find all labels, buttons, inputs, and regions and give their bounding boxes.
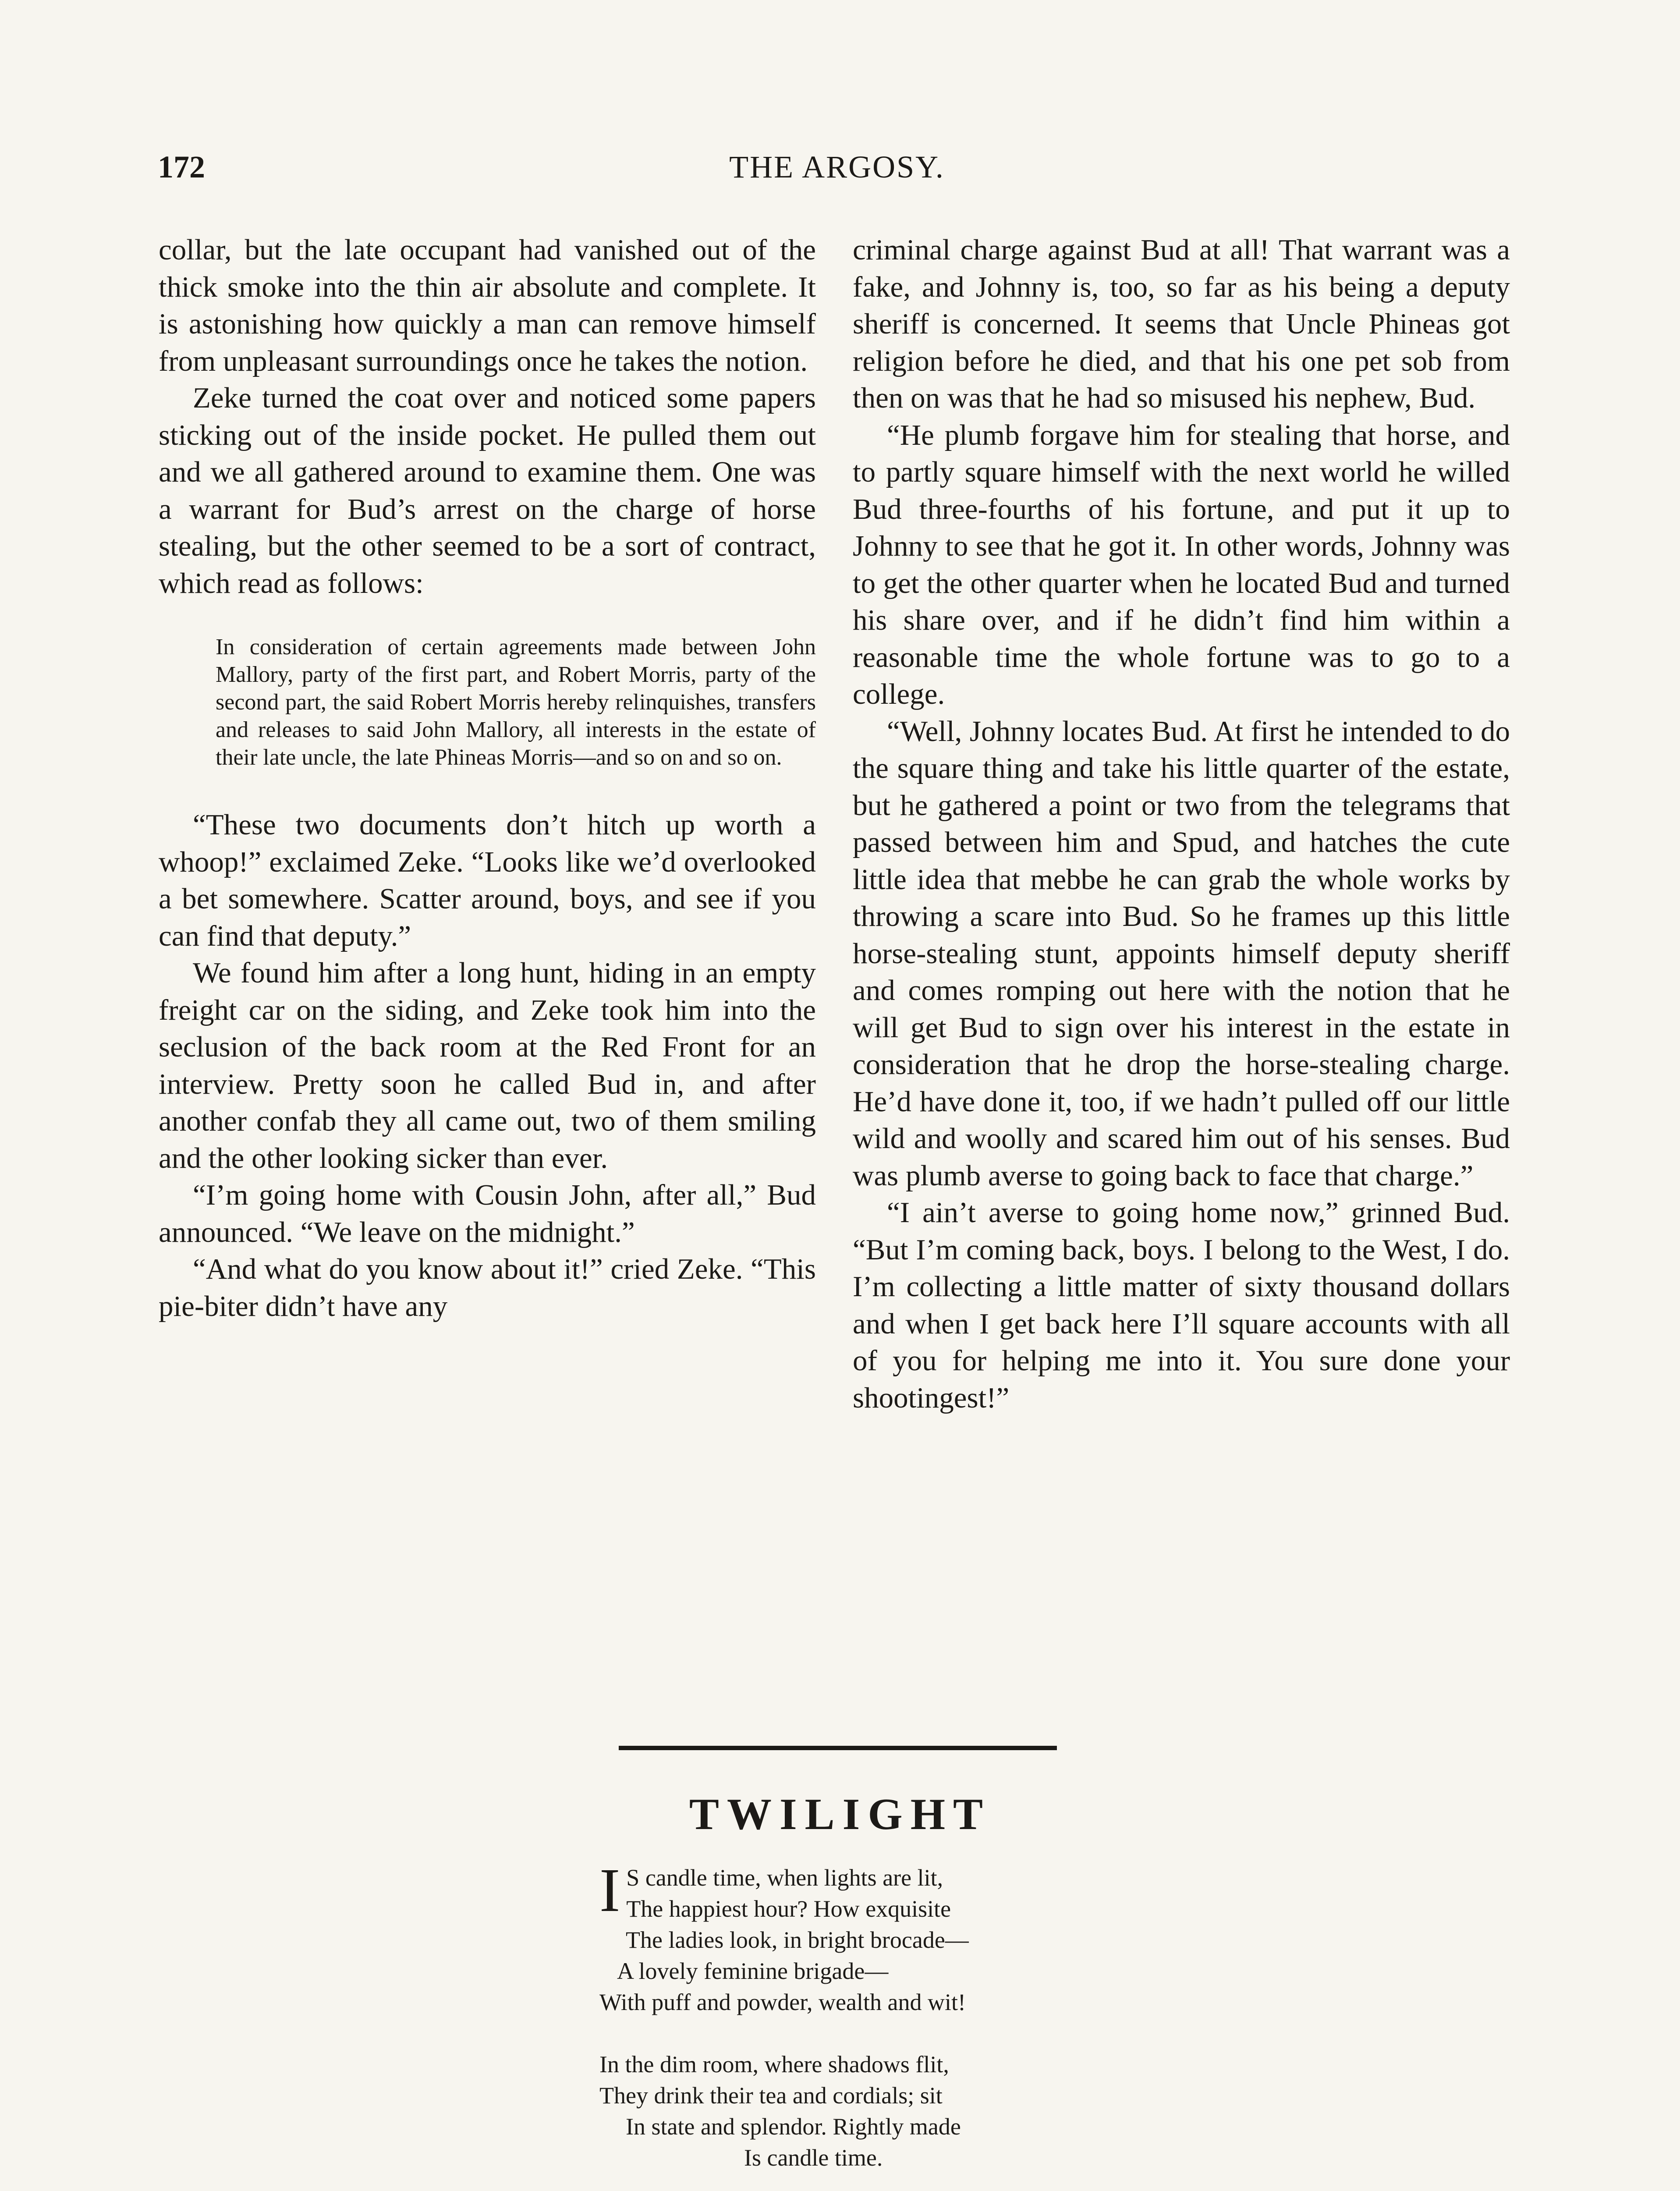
- poem-title: TWILIGHT: [689, 1790, 991, 1839]
- story-paragraph: criminal charge against Bud at all! That warrant was a fake, and Johnny is, too, so far as his being a deputy sheriff is concerned. It seems that Uncle Phineas got religion before he died, and that his one pet sob from then on was that he had so misused his nephew, Bud.: [853, 234, 1510, 414]
- contract-excerpt: In consideration of certain agreements made between John Mallory, party of the first part, and Robert Morris, party of the second part, the said Robert Morris hereby relinquishes, transfers and releases to said John Mallory, all interests in the estate of their late uncle, the late Phineas Morris—and so on and so on.: [216, 635, 816, 770]
- poem-line: In state and splendor. Rightly made: [626, 2113, 961, 2140]
- poem-line: A lovely feminine brigade—: [617, 1958, 889, 1984]
- poem-stanza: [599, 2049, 1257, 2173]
- story-paragraph: Zeke turned the coat over and noticed some papers sticking out of the inside pocket. He pulled them out and we all gathered around to examine them. One was a warrant for Bud’s arrest on the charge of horse stealing, but the other seemed to be a sort of contract, which read as follows:: [159, 382, 816, 599]
- poem-stanza: [599, 1855, 1257, 2018]
- page-number: 172: [158, 149, 205, 184]
- story-paragraph: “I ain’t averse to going home now,” grinned Bud. “But I’m coming back, boys. I belong to the West, I do. I’m collecting a little matter of sixty thousand dollars and when I get back here I’ll square accounts with all of you for helping me into it. You sure done your shootingest!”: [853, 1196, 1510, 1414]
- story-paragraph: “He plumb forgave him for stealing that horse, and to partly square himself with the next world he willed Bud three-fourths of his fortune, and put it up to Johnny to see that he got it. In other words, Johnny was to get the other quarter when he located Bud and turned his share over, and if he didn’t find him within a reasonable time the whole fortune was to go to a college.: [853, 418, 1510, 710]
- drop-cap: I: [599, 1855, 620, 1925]
- story-paragraph: We found him after a long hunt, hiding in an empty freight car on the siding, and Zeke took him into the seclusion of the back room at the Red Front for an interview. Pretty soon he called Bud in, and after another confab they all came out, two of them smiling and the other looking sicker than ever.: [159, 957, 816, 1174]
- section-divider: [619, 1746, 1057, 1750]
- story-paragraph: “These two documents don’t hitch up worth a whoop!” exclaimed Zeke. “Looks like we’d overlooked a bet somewhere. Scatter around, boys, and see if you can find that deputy.”: [159, 808, 816, 952]
- story-column-left: [159, 231, 816, 1730]
- poem-line: The happiest hour? How exquisite: [626, 1896, 951, 1922]
- poem-line: They drink their tea and cordials; sit: [599, 2082, 943, 2109]
- story-paragraph: “And what do you know about it!” cried Zeke. “This pie-biter didn’t have any: [159, 1253, 816, 1322]
- poem-line: With puff and powder, wealth and wit!: [599, 1989, 966, 2015]
- poem-line: In the dim room, where shadows flit,: [599, 2051, 949, 2078]
- story-paragraph: “Well, Johnny locates Bud. At first he intended to do the square thing and take his little quarter of the estate, but he gathered a point or two from the telegrams that passed between him and Spud, and hatches the cute little idea that mebbe he can grab the whole works by throwing a scare into Bud. So he frames up this little horse-stealing stunt, appoints himself deputy sheriff and comes romping out here with the notion that he will get Bud to sign over his interest in the estate in consideration that he drop the horse-stealing charge. He’d have done it, too, if we hadn’t pulled off our little wild and woolly and scared him out of his senses. Bud was plumb averse to going back to face that charge.”: [853, 715, 1510, 1192]
- page-header: [158, 149, 1516, 197]
- story-paragraph: collar, but the late occupant had vanished out of the thick smoke into the thin air absolute and complete. It is astonishing how quickly a man can remove himself from unpleasant surroundings once he takes the notion.: [159, 234, 816, 377]
- story-paragraph: “I’m going home with Cousin John, after all,” Bud announced. “We leave on the midnight.”: [159, 1179, 816, 1248]
- poem-line: Is candle time.: [744, 2145, 883, 2171]
- running-title: THE ARGOSY.: [729, 149, 945, 184]
- poem-line: The ladies look, in bright brocade—: [626, 1927, 969, 1953]
- poem-body: [599, 1855, 1257, 2191]
- story-column-right: [853, 231, 1510, 1730]
- poem-line: S candle time, when lights are lit,: [626, 1865, 943, 1891]
